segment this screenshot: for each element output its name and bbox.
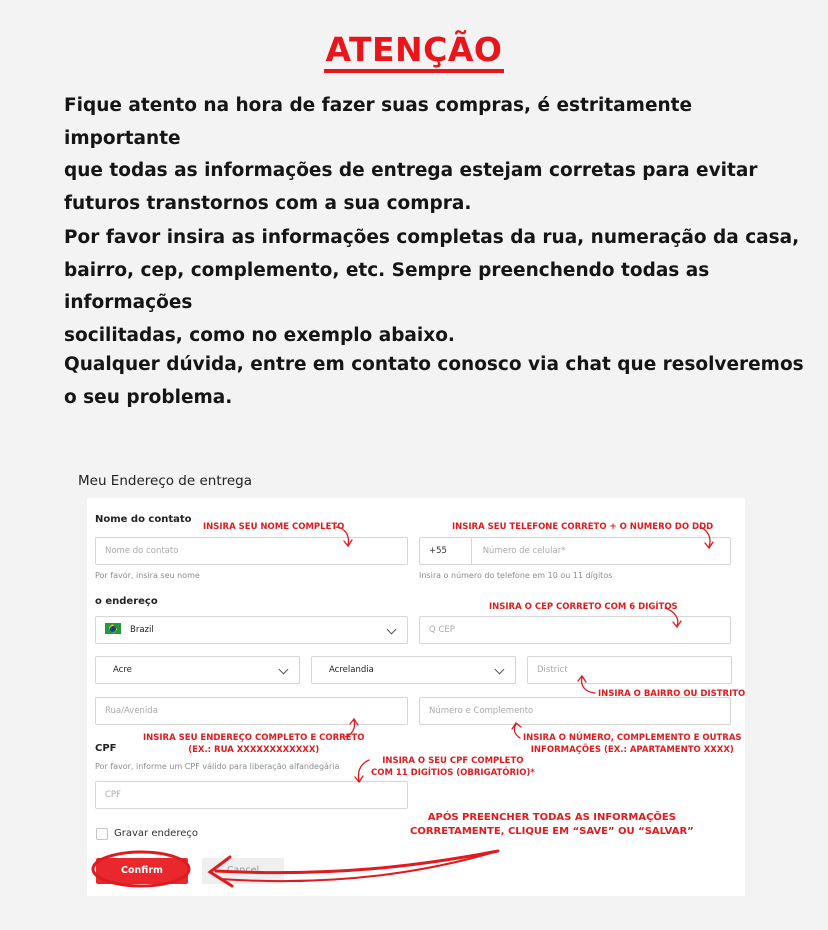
instructions-paragraph-2: Por favor insira as informações completas da rua, numeração da casa, bairro, cep, complemento, etc. Sempre preenchendo todas as informações socilitadas, como no exemplo abaixo. [64, 227, 800, 346]
cpf-hint: Por favor, informe um CPF válido para liberação alfandegária [95, 762, 340, 771]
phone-country-code[interactable]: +55 [420, 538, 472, 564]
annotation-save: APÓS PREENCHER TODAS AS INFORMAÇÕES CORRETAMENTE, CLIQUE EM “SAVE” OU “SALVAR” [410, 812, 694, 837]
annotation-cpf: INSIRA O SEU CPF COMPLETO COM 11 DIGÍTIOS (OBRIGATÓRIO)* [371, 756, 535, 778]
district-placeholder: District [537, 665, 568, 675]
confirm-button[interactable]: Confirm [96, 858, 188, 884]
street-placeholder: Rua/Avenida [105, 706, 158, 716]
cpf-label: CPF [95, 743, 117, 754]
city-value: Acrelandia [329, 665, 374, 675]
annotation-phone: INSIRA SEU TELEFONE CORRETO + O NUMERO DO DDD [452, 522, 714, 532]
annotation-name: INSIRA SEU NOME COMPLETO [203, 522, 345, 532]
phone-placeholder: Número de celular* [482, 546, 566, 556]
annotation-district: INSIRA O BAIRRO OU DISTRITO [598, 689, 746, 699]
save-address-label[interactable]: Gravar endereço [114, 828, 198, 839]
arrow-cep-icon [665, 608, 681, 627]
country-value: Brazil [130, 625, 154, 635]
arrow-cpf-icon [355, 760, 369, 782]
arrow-district-icon [578, 676, 595, 693]
arrow-phone-icon [700, 527, 713, 548]
address-label: o endereço [95, 596, 158, 607]
form-title: Meu Endereço de entrega [78, 473, 253, 489]
number-placeholder: Número e Complemento [429, 706, 534, 716]
confirm-highlight-circle-icon [93, 852, 189, 886]
cancel-button[interactable]: Cancel [202, 858, 284, 884]
name-placeholder: Nome do contato [105, 546, 179, 556]
contact-label: Nome do contato [95, 514, 192, 525]
arrow-name-icon [336, 527, 352, 546]
instructions-paragraph-3: Qualquer dúvida, entre em contato conosco via chat que resolveremos o seu problema. [64, 354, 804, 408]
instructions-paragraph-1: Fique atento na hora de fazer suas compras, é estritamente importante que todas as informações de entrega estejam corretas para evitar futuros transtornos com a sua compra. [64, 95, 758, 214]
arrow-number-icon [512, 723, 521, 738]
annotation-cep: INSIRA O CEP CORRETO COM 6 DIGÍTOS [489, 602, 678, 612]
annotation-number: INSIRA O NÚMERO, COMPLEMENTO E OUTRAS INFORMAÇÕES (EX.: APARTAMENTO XXXX) [523, 733, 742, 755]
phone-hint: Insira o número do telefone em 10 ou 11 dígitos [419, 571, 613, 580]
cpf-placeholder: CPF [105, 790, 121, 800]
warning-title-text: ATENÇÃO [324, 32, 505, 73]
arrow-street-icon [345, 719, 358, 737]
name-hint: Por favor, insira seu nome [95, 571, 200, 580]
state-value: Acre [113, 665, 132, 675]
annotation-street: INSIRA SEU ENDEREÇO COMPLETO E CORRETO (EX.: RUA XXXXXXXXXXXX) [143, 733, 365, 755]
cep-placeholder: Q CEP [429, 625, 455, 635]
